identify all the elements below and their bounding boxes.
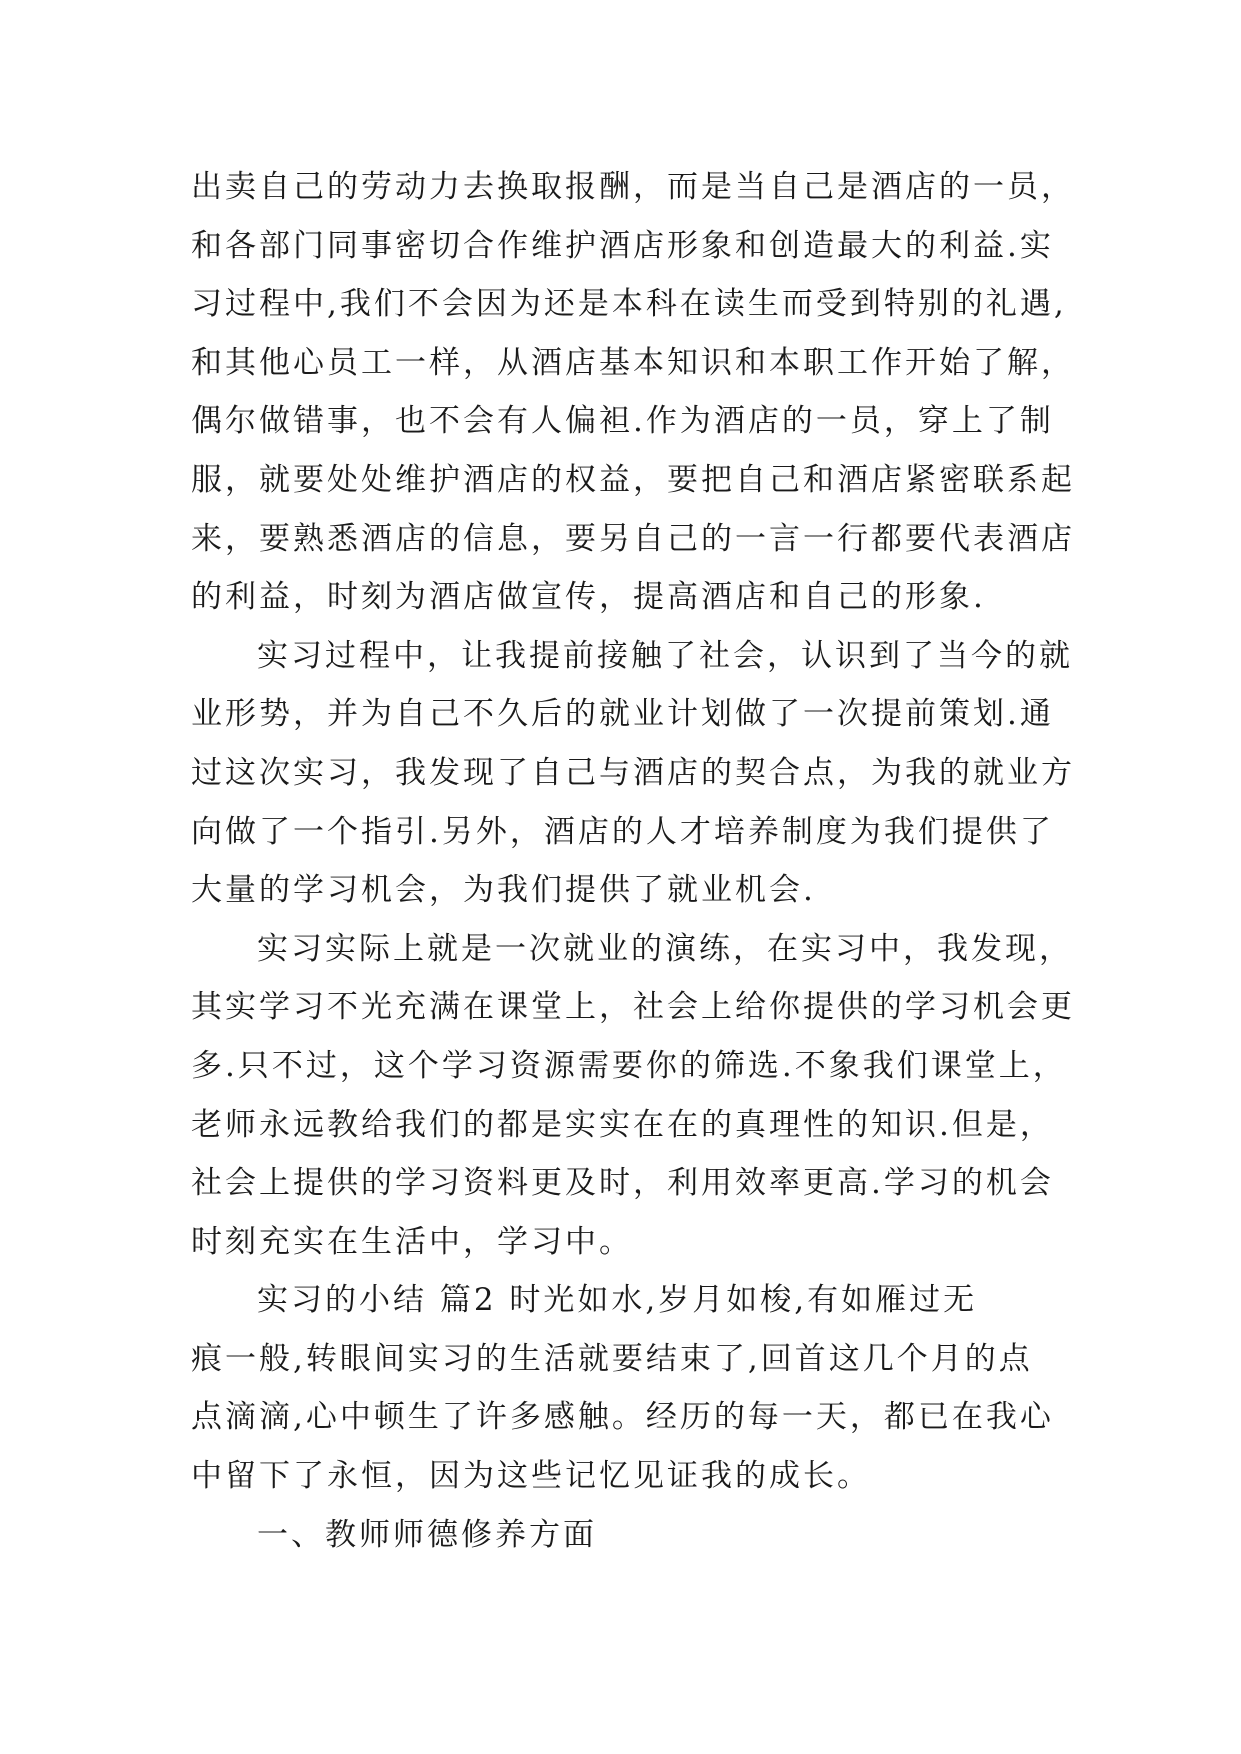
- text-line: 其实学习不光充满在课堂上，社会上给你提供的学习机会更: [191, 989, 1075, 1026]
- text-line: 偶尔做错事，也不会有人偏袒.作为酒店的一员，穿上了制: [191, 403, 1054, 440]
- text-line: 点滴滴,心中顿生了许多感触。经历的每一天，都已在我心: [191, 1399, 1054, 1436]
- text-line: 一、教师师德修养方面: [257, 1516, 597, 1553]
- text-line: 时刻充实在生活中，学习中。: [191, 1223, 633, 1260]
- paragraph: [191, 1271, 1091, 1505]
- text-line: 来，要熟悉酒店的信息，要另自己的一言一行都要代表酒店: [191, 520, 1075, 557]
- text-line: 出卖自己的劳动力去换取报酬，而是当自己是酒店的一员，: [191, 169, 1075, 205]
- text-line: 老师永远教给我们的都是实实在在的真理性的知识.但是，: [191, 1106, 1054, 1143]
- text-line: 实习实际上就是一次就业的演练，在实习中，我发现，: [257, 930, 1073, 967]
- text-line: 中留下了永恒，因为这些记忆见证我的成长。: [191, 1458, 871, 1495]
- text-line: 社会上提供的学习资料更及时，利用效率更高.学习的机会: [191, 1165, 1054, 1202]
- text-line: 业形势，并为自己不久后的就业计划做了一次提前策划.通: [191, 696, 1054, 733]
- text-line: 的利益，时刻为酒店做宣传，提高酒店和自己的形象.: [191, 579, 986, 616]
- text-line: 实习的小结 篇2 时光如水,岁月如梭,有如雁过无: [257, 1282, 978, 1319]
- paragraph: [191, 920, 1091, 1272]
- paragraph: [191, 1506, 1091, 1565]
- text-line: 大量的学习机会，为我们提供了就业机会.: [191, 872, 816, 909]
- text-line: 向做了一个指引.另外，酒店的人才培养制度为我们提供了: [191, 813, 1054, 850]
- text-line: 过这次实习，我发现了自己与酒店的契合点，为我的就业方: [191, 754, 1075, 791]
- text-line: 多.只不过，这个学习资源需要你的筛选.不象我们课堂上，: [191, 1047, 1067, 1084]
- text-line: 和各部门同事密切合作维护酒店形象和创造最大的利益.实: [191, 227, 1054, 264]
- text-line: 和其他心员工一样，从酒店基本知识和本职工作开始了解，: [191, 344, 1075, 381]
- text-line: 实习过程中，让我提前接触了社会，认识到了当今的就: [257, 637, 1073, 674]
- paragraph: [191, 158, 1091, 627]
- text-line: 痕一般,转眼间实习的生活就要结束了,回首这几个月的点: [191, 1340, 1033, 1377]
- paragraph: [191, 627, 1091, 920]
- text-line: 习过程中,我们不会因为还是本科在读生而受到特别的礼遇,: [191, 286, 1067, 323]
- document-body: [191, 158, 1091, 1564]
- text-line: 服，就要处处维护酒店的权益，要把自己和酒店紧密联系起: [191, 461, 1075, 498]
